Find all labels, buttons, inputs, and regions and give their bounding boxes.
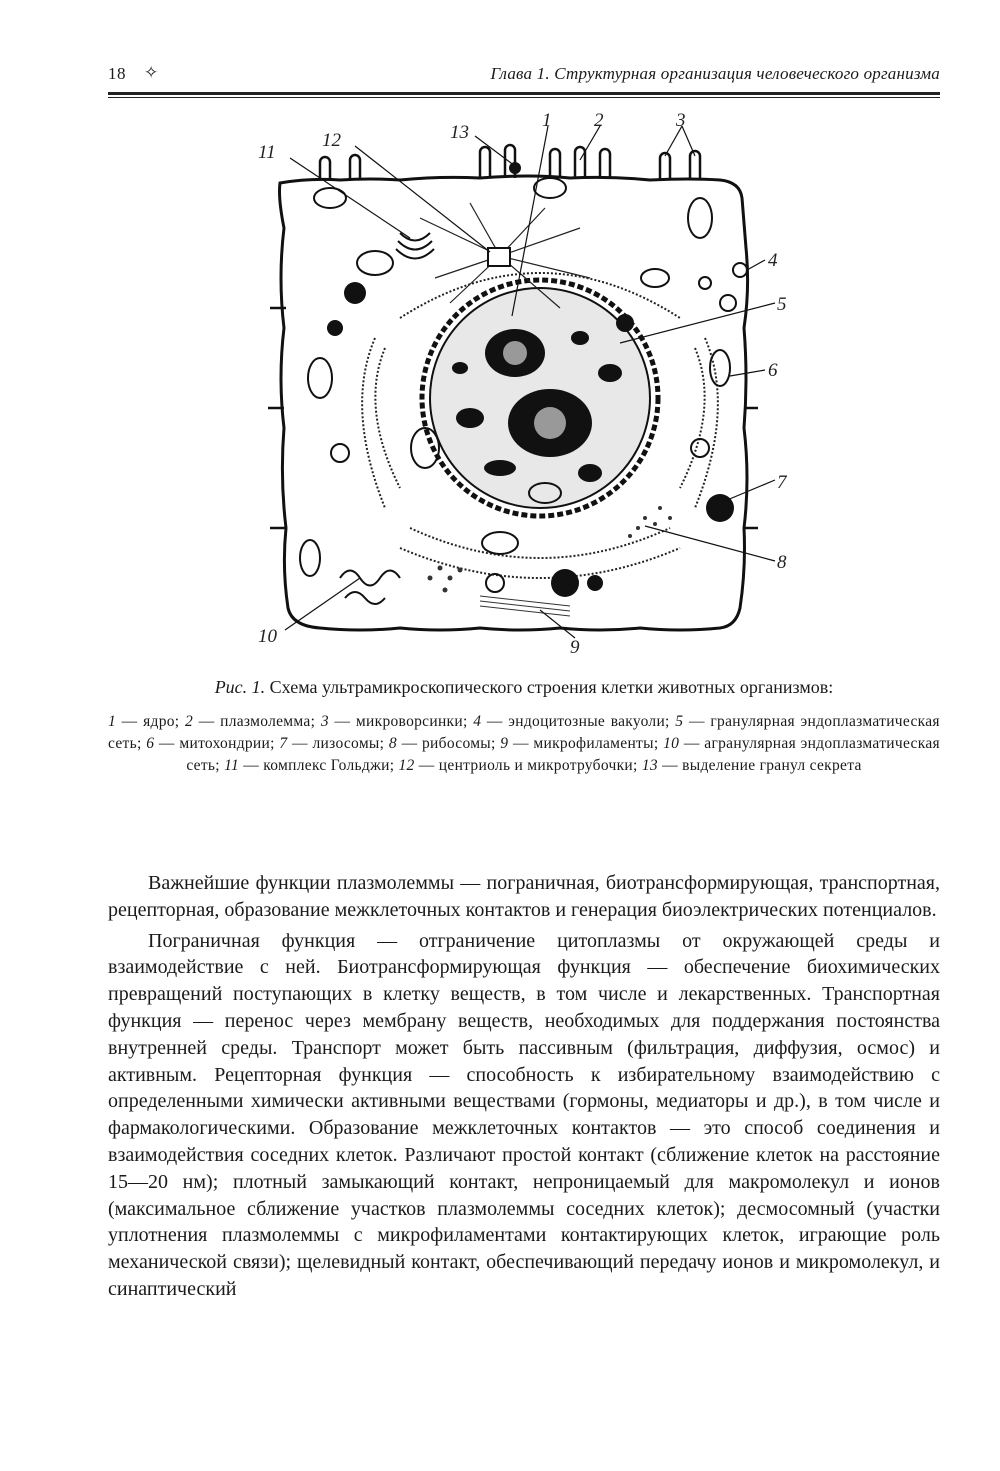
figure-label-6: 6	[768, 360, 778, 381]
golgi-complex	[396, 233, 434, 259]
legend-item: 2 — плазмолемма;	[185, 713, 316, 730]
legend-item: 10 — агранулярная эндоплазматическая сеть;	[186, 735, 940, 774]
legend-item: 4 — эндоцитозные вакуоли;	[473, 713, 670, 730]
figure-ref: Рис. 1.	[214, 677, 266, 697]
figure-caption	[108, 677, 940, 698]
paragraph: Пограничная функция — отграничение цитоплазмы от окружающей среды и взаимодействие с ней. Биотрансформирующая функция — обеспечение биохимических превращений поступающих в клетку веществ, в том числе и лекарственных. Транспортная функция — перенос через мембрану веществ, необходимых для поддержания постоянства внутренней среды. Транспорт может быть пассивным (фильтрация, диффузия, осмос) и активным. Рецепторная функция — способность к избирательному взаимодействию с определенными химически активными веществами (гормоны, медиаторы и др.), в том числе и фармакологическими. Образование межклеточных контактов — это способ соединения и взаимодействия соседних клеток. Различают простой контакт (сближение клеток на расстояние 15—20 нм); плотный замыкающий контакт, непроницаемый для макромолекул и ионов (максимальное сближение участков плазмолеммы соседних клеток); десмосомный (участки уплотнения плазмолеммы с микрофиламентами контактирующих клеток, играющие роль механической связи); щелевидный контакт, обеспечивающий передачу ионов и микромолекул, и синаптический	[108, 929, 940, 1300]
running-head: Глава 1. Структурная организация человеческого организма	[490, 64, 940, 83]
figure-title: Схема ультрамикроскопического строения клетки животных организмов:	[269, 677, 834, 697]
page-number: 18	[108, 64, 126, 83]
figure-label-13: 13	[450, 122, 469, 143]
legend-item: 9 — микрофиламенты;	[500, 735, 659, 752]
figure-label-2: 2	[594, 110, 604, 131]
legend-item: 12 — центриоль и микротрубочки;	[398, 757, 638, 774]
header-rule-thin	[108, 97, 940, 98]
figure-label-9: 9	[570, 637, 580, 658]
figure-label-1: 1	[542, 110, 552, 131]
cell-diagram-figure	[250, 108, 810, 668]
figure-label-3: 3	[676, 110, 686, 131]
figure-legend	[108, 711, 940, 777]
legend-item: 7 — лизосомы;	[279, 735, 385, 752]
figure-label-12: 12	[322, 130, 341, 151]
figure-label-4: 4	[768, 250, 778, 271]
legend-item: 11 — комплекс Гольджи;	[224, 757, 395, 774]
legend-item: 3 — микроворсинки;	[320, 713, 468, 730]
body-text	[108, 870, 940, 1303]
cell-diagram	[250, 108, 810, 668]
page-header	[108, 60, 940, 90]
paragraph: Важнейшие функции плазмолеммы — пограничная, биотрансформирующая, транспортная, рецепторная, образование межклеточных контактов и генерация биоэлектрических потенциалов.	[108, 872, 940, 921]
legend-item: 13 — выделение гранул секрета	[641, 757, 862, 774]
header-rule-thick	[108, 92, 940, 95]
ribosomes	[428, 506, 673, 593]
centriole	[488, 248, 510, 266]
legend-item: 5 — гранулярная эндоплазматическая сеть;	[108, 713, 940, 752]
figure-label-8: 8	[777, 552, 787, 573]
legend-item: 6 — митохондрии;	[146, 735, 275, 752]
figure-label-10: 10	[258, 626, 277, 647]
legend-item: 1 — ядро;	[108, 713, 180, 730]
agranular-er	[340, 571, 400, 605]
figure-label-5: 5	[777, 294, 787, 315]
diamond-ornament-icon: ✧	[144, 63, 159, 82]
figure-label-11: 11	[258, 142, 276, 163]
microfilaments	[480, 596, 570, 616]
figure-label-7: 7	[777, 472, 787, 493]
legend-item: 8 — рибосомы;	[388, 735, 496, 752]
